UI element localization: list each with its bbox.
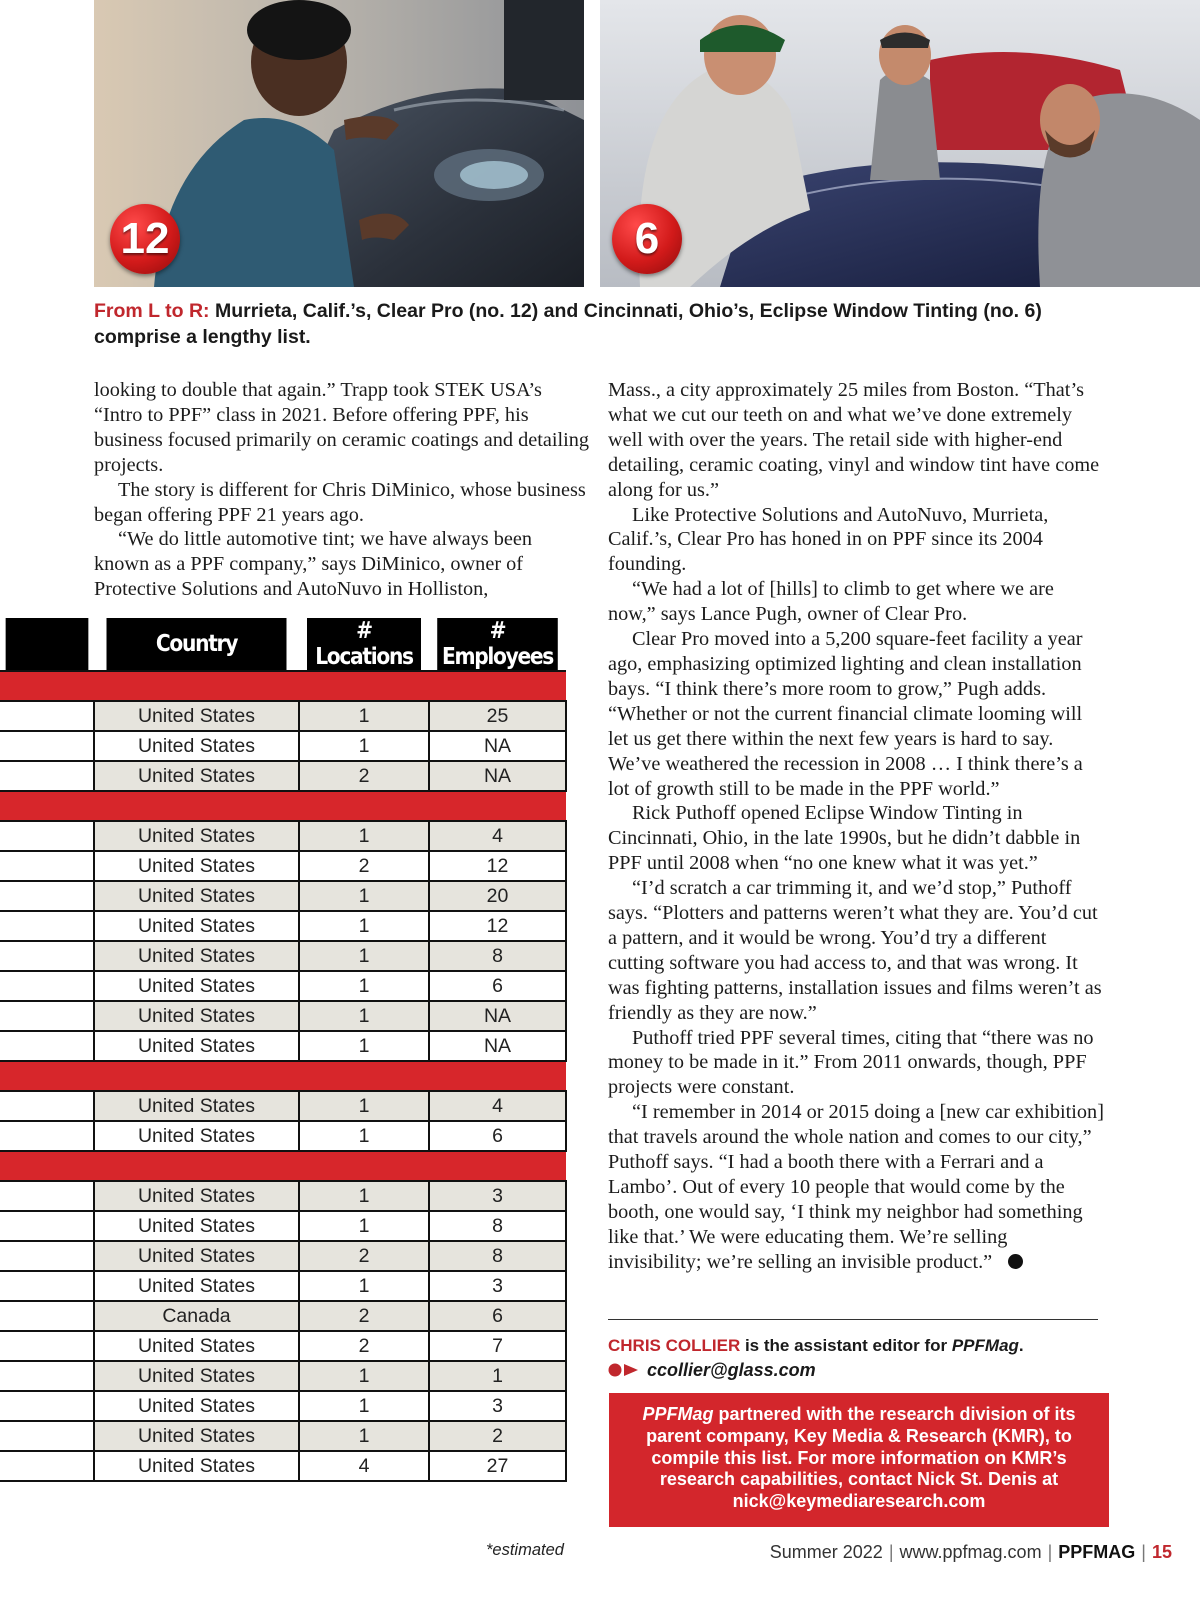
paragraph: “We do little automotive tint; we have always been known as a PPF company,” says DiMinico, owner of Protective Solutions and AutoNuvo in Holliston, bbox=[94, 528, 533, 601]
table-group-divider bbox=[0, 791, 566, 821]
paragraph: Rick Puthoff opened Eclipse Window Tinting in Cincinnati, Ohio, in the late 1990s, but he didn’t dabble in PPF until 2008 when “no one knew what it was yet.” bbox=[608, 802, 1081, 875]
table-row bbox=[0, 1271, 566, 1301]
cell-country: United States bbox=[94, 1001, 299, 1031]
cell-employees: 3 bbox=[429, 1271, 566, 1301]
cell-employees: NA bbox=[429, 1031, 566, 1061]
cell-locations: 2 bbox=[299, 1331, 429, 1361]
cell-locations: 1 bbox=[299, 1091, 429, 1121]
cell-company-blank bbox=[0, 941, 94, 971]
author-magazine: PPFMag bbox=[951, 1336, 1019, 1355]
cell-employees: 20 bbox=[429, 881, 566, 911]
cell-employees: 7 bbox=[429, 1331, 566, 1361]
cell-employees: NA bbox=[429, 761, 566, 791]
author-bio bbox=[608, 1333, 1108, 1383]
cell-company-blank bbox=[0, 881, 94, 911]
cell-locations: 1 bbox=[299, 941, 429, 971]
footer-separator: | bbox=[1047, 1542, 1053, 1562]
paragraph: Puthoff tried PPF several times, citing that “there was no money to be made in it.” From 2011 onwards, though, PPF projects were constant. bbox=[608, 1026, 1094, 1099]
table-row bbox=[0, 1181, 566, 1211]
cell-company-blank bbox=[0, 1211, 94, 1241]
article-column-right bbox=[608, 378, 1104, 1275]
table-row bbox=[0, 761, 566, 791]
cell-company-blank bbox=[0, 1001, 94, 1031]
cell-employees: 8 bbox=[429, 1211, 566, 1241]
photo-caption bbox=[94, 298, 1124, 350]
cell-employees: NA bbox=[429, 1001, 566, 1031]
cell-company-blank bbox=[0, 1331, 94, 1361]
divider bbox=[608, 1319, 1098, 1320]
cell-country: United States bbox=[94, 821, 299, 851]
footer-separator: | bbox=[888, 1542, 894, 1562]
table-row bbox=[0, 1031, 566, 1061]
paragraph: “I’d scratch a car trimming it, and we’d stop,” Puthoff says. “Plotters and patterns weren’t what they are. You’d cut a pattern, and it would be wrong. You’d try a different cutting software you had access to, and that was wrong. It was fighting patterns, installation issues and films weren’t as friendly as they are now.” bbox=[608, 877, 1102, 1024]
cell-locations: 1 bbox=[299, 881, 429, 911]
table-row bbox=[0, 1451, 566, 1481]
table-row bbox=[0, 851, 566, 881]
cell-company-blank bbox=[0, 971, 94, 1001]
paragraph: Clear Pro moved into a 5,200 square-feet facility a year ago, emphasizing optimized lighting and clean installation bays. “I think there’s more room to grow,” Pugh adds. “Whether or not the current financial climate looming will let us get there within the next few years is hard to say. We’ve weathered the recession in 2008 … I think there’s a lot of growth still to be made in the PPF world.” bbox=[608, 628, 1083, 800]
paragraph-last bbox=[608, 1100, 1104, 1274]
table-row bbox=[0, 881, 566, 911]
cell-country: United States bbox=[94, 851, 299, 881]
footer-issue: Summer 2022 bbox=[769, 1542, 883, 1562]
cell-locations: 1 bbox=[299, 1391, 429, 1421]
cell-locations: 1 bbox=[299, 1361, 429, 1391]
table-row bbox=[0, 1331, 566, 1361]
rank-badge-12: 12 bbox=[110, 204, 180, 274]
author-email-link[interactable]: ccollier@glass.com bbox=[647, 1360, 816, 1380]
cell-locations: 1 bbox=[299, 1181, 429, 1211]
table-group-divider bbox=[0, 671, 566, 701]
group-divider-cell bbox=[0, 671, 566, 701]
cell-company-blank bbox=[0, 1181, 94, 1211]
cell-company-blank bbox=[0, 761, 94, 791]
cell-locations: 2 bbox=[299, 851, 429, 881]
group-divider-cell bbox=[0, 1151, 566, 1181]
cell-country: United States bbox=[94, 941, 299, 971]
cell-company-blank bbox=[0, 1301, 94, 1331]
cell-country: United States bbox=[94, 1181, 299, 1211]
cell-country: United States bbox=[94, 881, 299, 911]
cell-country: United States bbox=[94, 701, 299, 731]
kmr-research-note bbox=[609, 1393, 1109, 1527]
cell-locations: 1 bbox=[299, 1271, 429, 1301]
paragraph-last-text: “I remember in 2014 or 2015 doing a [new car exhibition] that travels around the whole nation and comes to our city,” Puthoff says. “I had a booth there with a Ferrari and a Lambo’. Out of every 10 people that would come by the booth, one would say, ‘I think my neighbor had something like that.’ We were educating them. We’re selling invisibility; we’re selling an invisible product.” bbox=[608, 1101, 1104, 1273]
cell-locations: 1 bbox=[299, 1001, 429, 1031]
cell-employees: 8 bbox=[429, 1241, 566, 1271]
page-footer bbox=[770, 1542, 1172, 1563]
cell-country: United States bbox=[94, 1361, 299, 1391]
table-row bbox=[0, 941, 566, 971]
cell-locations: 1 bbox=[299, 1421, 429, 1451]
table-header-blank bbox=[6, 618, 89, 671]
cell-country: United States bbox=[94, 1331, 299, 1361]
table-row bbox=[0, 1421, 566, 1451]
cell-locations: 1 bbox=[299, 1031, 429, 1061]
table-row bbox=[0, 701, 566, 731]
cell-country: United States bbox=[94, 1091, 299, 1121]
cell-company-blank bbox=[0, 1361, 94, 1391]
table-row bbox=[0, 1211, 566, 1241]
cell-company-blank bbox=[0, 911, 94, 941]
cell-locations: 2 bbox=[299, 1241, 429, 1271]
cell-country: United States bbox=[94, 1121, 299, 1151]
table-body bbox=[0, 671, 566, 1481]
cell-employees: 3 bbox=[429, 1391, 566, 1421]
cell-employees: 27 bbox=[429, 1451, 566, 1481]
cell-company-blank bbox=[0, 1091, 94, 1121]
cell-country: United States bbox=[94, 1391, 299, 1421]
cell-company-blank bbox=[0, 851, 94, 881]
cell-locations: 1 bbox=[299, 1121, 429, 1151]
cell-locations: 1 bbox=[299, 971, 429, 1001]
cell-company-blank bbox=[0, 1421, 94, 1451]
group-divider-cell bbox=[0, 791, 566, 821]
table-row bbox=[0, 1121, 566, 1151]
footer-magazine: PPFMAG bbox=[1058, 1542, 1136, 1562]
cell-country: United States bbox=[94, 1211, 299, 1241]
rank-badge-6: 6 bbox=[612, 204, 682, 274]
paragraph: Like Protective Solutions and AutoNuvo, Murrieta, Calif.’s, Clear Pro has honed in on PPF since its 2004 founding. bbox=[608, 503, 1049, 576]
cell-country: United States bbox=[94, 1031, 299, 1061]
cell-company-blank bbox=[0, 1121, 94, 1151]
cell-company-blank bbox=[0, 731, 94, 761]
author-name: CHRIS COLLIER bbox=[608, 1336, 741, 1355]
paragraph: looking to double that again.” Trapp took STEK USA’s “Intro to PPF” class in 2021. Before offering PPF, his business focused primarily on ceramic coatings and detailing projects. bbox=[94, 379, 590, 476]
ranking-table bbox=[0, 618, 567, 1482]
table-footnote: *estimated bbox=[486, 1541, 564, 1559]
cell-employees: 3 bbox=[429, 1181, 566, 1211]
paragraph: Mass., a city approximately 25 miles from Boston. “That’s what we cut our teeth on and what we’ve done extremely well with over the years. The retail side with higher-end detailing, ceramic coating, vinyl and window tint have come along for us.” bbox=[608, 379, 1100, 501]
cell-company-blank bbox=[0, 821, 94, 851]
cell-company-blank bbox=[0, 1031, 94, 1061]
table-row bbox=[0, 821, 566, 851]
table-header-country: Country bbox=[106, 618, 286, 671]
cell-company-blank bbox=[0, 1271, 94, 1301]
cell-employees: 6 bbox=[429, 1121, 566, 1151]
page-number: 15 bbox=[1151, 1542, 1172, 1562]
article-column-left bbox=[94, 378, 590, 602]
cell-country: Canada bbox=[94, 1301, 299, 1331]
table-header-locations: # Locations bbox=[307, 618, 421, 671]
table-row bbox=[0, 1391, 566, 1421]
table-row bbox=[0, 971, 566, 1001]
group-divider-cell bbox=[0, 1061, 566, 1091]
cell-company-blank bbox=[0, 701, 94, 731]
table-header-row bbox=[0, 618, 566, 671]
kmr-mag-name: PPFMag bbox=[642, 1404, 714, 1424]
table-group-divider bbox=[0, 1061, 566, 1091]
table-row bbox=[0, 1091, 566, 1121]
cell-employees: 4 bbox=[429, 1091, 566, 1121]
cell-employees: 1 bbox=[429, 1361, 566, 1391]
cell-company-blank bbox=[0, 1241, 94, 1271]
cell-country: United States bbox=[94, 761, 299, 791]
cell-employees: 12 bbox=[429, 911, 566, 941]
cell-locations: 1 bbox=[299, 731, 429, 761]
table-row bbox=[0, 731, 566, 761]
table-group-divider bbox=[0, 1151, 566, 1181]
cell-locations: 1 bbox=[299, 911, 429, 941]
end-of-article-bullet-icon bbox=[1008, 1254, 1023, 1269]
cell-employees: 12 bbox=[429, 851, 566, 881]
author-period: . bbox=[1018, 1336, 1024, 1355]
cell-employees: 8 bbox=[429, 941, 566, 971]
bio-line bbox=[608, 1333, 1108, 1358]
table-row bbox=[0, 1241, 566, 1271]
photo-clear-pro bbox=[94, 0, 584, 287]
cell-locations: 2 bbox=[299, 761, 429, 791]
kmr-text: partnered with the research division of its parent company, Key Media & Research (KMR), to compile this list. For more information on KMR’s research capabilities, contact Nick St. Denis at nick@keymediaresearch.com bbox=[646, 1404, 1076, 1512]
cell-employees: 2 bbox=[429, 1421, 566, 1451]
paragraph: The story is different for Chris DiMinico, whose business began offering PPF 21 years ago. bbox=[94, 478, 586, 526]
cell-employees: 25 bbox=[429, 701, 566, 731]
cell-locations: 1 bbox=[299, 821, 429, 851]
cell-employees: 6 bbox=[429, 1301, 566, 1331]
cell-country: United States bbox=[94, 971, 299, 1001]
photo-eclipse-window-tinting bbox=[600, 0, 1200, 287]
cell-country: United States bbox=[94, 1451, 299, 1481]
table-row bbox=[0, 1361, 566, 1391]
cell-employees: NA bbox=[429, 731, 566, 761]
cell-locations: 2 bbox=[299, 1301, 429, 1331]
cell-employees: 4 bbox=[429, 821, 566, 851]
cell-country: United States bbox=[94, 911, 299, 941]
cell-locations: 1 bbox=[299, 1211, 429, 1241]
cell-company-blank bbox=[0, 1451, 94, 1481]
footer-url-link[interactable]: www.ppfmag.com bbox=[899, 1542, 1042, 1562]
cell-employees: 6 bbox=[429, 971, 566, 1001]
table-row bbox=[0, 911, 566, 941]
contact-line bbox=[608, 1358, 1108, 1383]
caption-text: Murrieta, Calif.’s, Clear Pro (no. 12) and Cincinnati, Ohio’s, Eclipse Window Tinting (no. 6) comprise a lengthy list. bbox=[94, 300, 1042, 348]
table-row bbox=[0, 1001, 566, 1031]
footer-separator: | bbox=[1141, 1542, 1146, 1562]
cell-company-blank bbox=[0, 1391, 94, 1421]
table-row bbox=[0, 1301, 566, 1331]
cell-country: United States bbox=[94, 1271, 299, 1301]
author-role: is the assistant editor for bbox=[740, 1336, 952, 1355]
cell-locations: 4 bbox=[299, 1451, 429, 1481]
table-header-employees: # Employees bbox=[437, 618, 558, 671]
cell-country: United States bbox=[94, 731, 299, 761]
arrow-icon bbox=[608, 1359, 642, 1373]
caption-lead: From L to R: bbox=[94, 300, 210, 322]
cell-country: United States bbox=[94, 1241, 299, 1271]
paragraph: “We had a lot of [hills] to climb to get where we are now,” says Lance Pugh, owner of Clear Pro. bbox=[608, 578, 1054, 626]
cell-locations: 1 bbox=[299, 701, 429, 731]
cell-country: United States bbox=[94, 1421, 299, 1451]
